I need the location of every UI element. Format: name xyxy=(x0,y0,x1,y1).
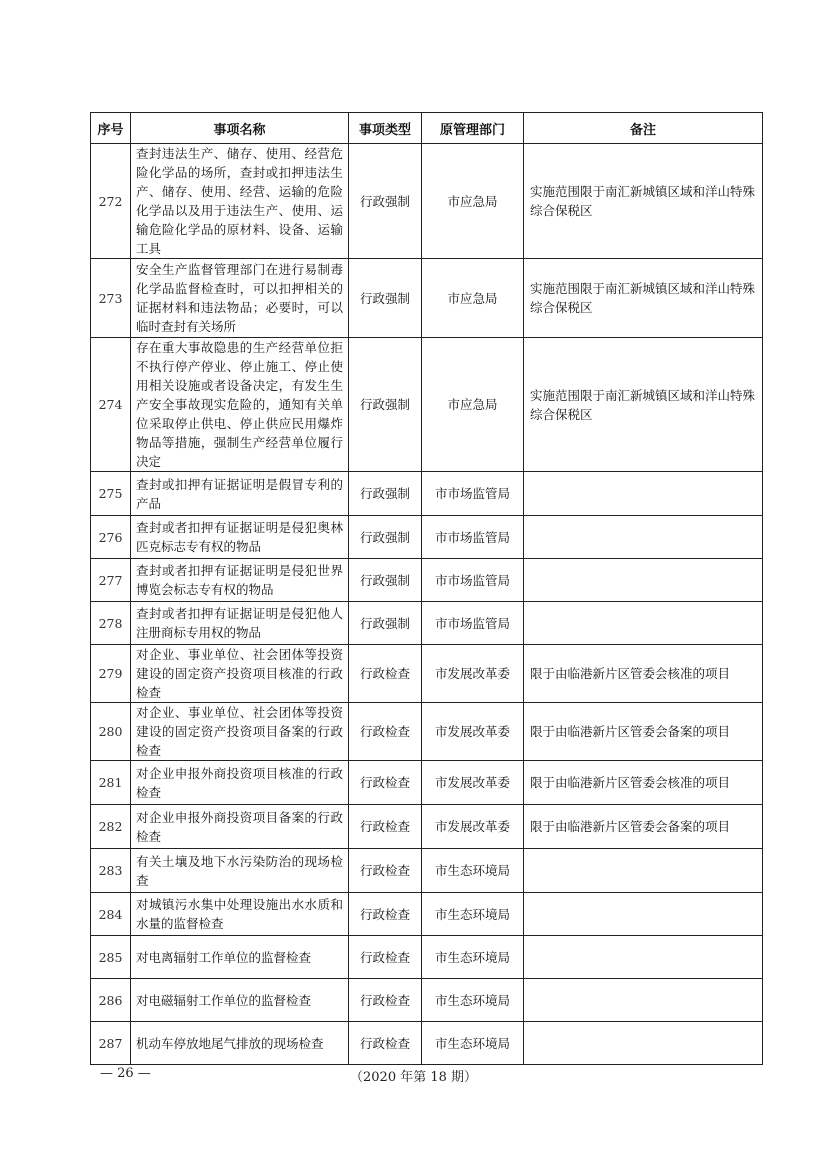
row-dept: 市生态环境局 xyxy=(422,1022,524,1065)
row-no: 286 xyxy=(91,979,131,1022)
row-dept: 市应急局 xyxy=(422,144,524,259)
row-note: 实施范围限于南汇新城镇区域和洋山特殊综合保税区 xyxy=(524,259,763,338)
row-no: 281 xyxy=(91,761,131,805)
table-row xyxy=(91,559,763,602)
row-no: 272 xyxy=(91,144,131,259)
table-row xyxy=(91,259,763,338)
row-no: 282 xyxy=(91,805,131,849)
row-note: 限于由临港新片区管委会备案的项目 xyxy=(524,805,763,849)
row-name: 对企业申报外商投资项目核准的行政检查 xyxy=(131,761,349,805)
row-type: 行政强制 xyxy=(349,144,422,259)
header-no: 序号 xyxy=(91,113,131,144)
row-dept: 市发展改革委 xyxy=(422,805,524,849)
header-name: 事项名称 xyxy=(131,113,349,144)
table-row xyxy=(91,979,763,1022)
row-no: 277 xyxy=(91,559,131,602)
row-no: 279 xyxy=(91,645,131,703)
row-note: 实施范围限于南汇新城镇区域和洋山特殊综合保税区 xyxy=(524,338,763,472)
row-name: 对电磁辐射工作单位的监督检查 xyxy=(131,979,349,1022)
row-name: 对企业、事业单位、社会团体等投资建设的固定资产投资项目核准的行政检查 xyxy=(131,645,349,703)
row-note xyxy=(524,472,763,516)
row-note xyxy=(524,849,763,893)
table-row xyxy=(91,338,763,472)
row-no: 283 xyxy=(91,849,131,893)
row-type: 行政检查 xyxy=(349,1022,422,1065)
row-type: 行政检查 xyxy=(349,849,422,893)
row-type: 行政检查 xyxy=(349,645,422,703)
row-name: 机动车停放地尾气排放的现场检查 xyxy=(131,1022,349,1065)
row-name: 对企业、事业单位、社会团体等投资建设的固定资产投资项目备案的行政检查 xyxy=(131,703,349,761)
row-name: 对企业申报外商投资项目备案的行政检查 xyxy=(131,805,349,849)
row-name: 查封违法生产、储存、使用、经营危险化学品的场所，查封或扣押违法生产、储存、使用、经营、运输的危险化学品以及用于违法生产、使用、运输危险化学品的原材料、设备、运输工具 xyxy=(131,144,349,259)
row-type: 行政强制 xyxy=(349,602,422,645)
row-name: 安全生产监督管理部门在进行易制毒化学品监督检查时，可以扣押相关的证据材料和违法物品；必要时，可以临时查封有关场所 xyxy=(131,259,349,338)
row-dept: 市应急局 xyxy=(422,338,524,472)
items-table xyxy=(90,112,763,1065)
row-note xyxy=(524,559,763,602)
row-note xyxy=(524,1022,763,1065)
table-row xyxy=(91,516,763,559)
row-name: 存在重大事故隐患的生产经营单位拒不执行停产停业、停止施工、停止使用相关设施或者设备决定，有发生生产安全事故现实危险的，通知有关单位采取停止供电、停止供应民用爆炸物品等措施，强制生产经营单位履行决定 xyxy=(131,338,349,472)
row-no: 278 xyxy=(91,602,131,645)
row-dept: 市市场监管局 xyxy=(422,516,524,559)
row-name: 查封或者扣押有证据证明是侵犯他人注册商标专用权的物品 xyxy=(131,602,349,645)
row-no: 273 xyxy=(91,259,131,338)
row-dept: 市发展改革委 xyxy=(422,703,524,761)
row-type: 行政强制 xyxy=(349,559,422,602)
row-dept: 市生态环境局 xyxy=(422,936,524,979)
row-note: 限于由临港新片区管委会核准的项目 xyxy=(524,761,763,805)
row-no: 284 xyxy=(91,893,131,936)
row-type: 行政强制 xyxy=(349,259,422,338)
row-name: 查封或扣押有证据证明是假冒专利的产品 xyxy=(131,472,349,516)
row-dept: 市应急局 xyxy=(422,259,524,338)
row-dept: 市市场监管局 xyxy=(422,559,524,602)
table-row xyxy=(91,144,763,259)
row-name: 查封或者扣押有证据证明是侵犯世界博览会标志专有权的物品 xyxy=(131,559,349,602)
table-row xyxy=(91,645,763,703)
table-row xyxy=(91,805,763,849)
header-note: 备注 xyxy=(524,113,763,144)
row-type: 行政强制 xyxy=(349,516,422,559)
row-dept: 市生态环境局 xyxy=(422,979,524,1022)
row-dept: 市生态环境局 xyxy=(422,849,524,893)
row-type: 行政检查 xyxy=(349,805,422,849)
row-no: 276 xyxy=(91,516,131,559)
row-type: 行政检查 xyxy=(349,761,422,805)
table-row xyxy=(91,849,763,893)
row-no: 274 xyxy=(91,338,131,472)
row-name: 有关土壤及地下水污染防治的现场检查 xyxy=(131,849,349,893)
row-no: 280 xyxy=(91,703,131,761)
row-type: 行政强制 xyxy=(349,472,422,516)
row-type: 行政检查 xyxy=(349,979,422,1022)
table-row xyxy=(91,602,763,645)
row-note xyxy=(524,516,763,559)
row-dept: 市市场监管局 xyxy=(422,602,524,645)
row-no: 287 xyxy=(91,1022,131,1065)
row-type: 行政检查 xyxy=(349,893,422,936)
row-dept: 市生态环境局 xyxy=(422,893,524,936)
row-note: 限于由临港新片区管委会核准的项目 xyxy=(524,645,763,703)
table-row xyxy=(91,703,763,761)
table-row xyxy=(91,472,763,516)
page-footer xyxy=(0,1066,827,1086)
table-row xyxy=(91,936,763,979)
row-note xyxy=(524,893,763,936)
table-row xyxy=(91,1022,763,1065)
header-type: 事项类型 xyxy=(349,113,422,144)
row-type: 行政检查 xyxy=(349,936,422,979)
row-dept: 市发展改革委 xyxy=(422,761,524,805)
row-note xyxy=(524,602,763,645)
row-name: 查封或者扣押有证据证明是侵犯奥林匹克标志专有权的物品 xyxy=(131,516,349,559)
row-dept: 市市场监管局 xyxy=(422,472,524,516)
row-note xyxy=(524,936,763,979)
row-name: 对城镇污水集中处理设施出水水质和水量的监督检查 xyxy=(131,893,349,936)
row-dept: 市发展改革委 xyxy=(422,645,524,703)
table-row xyxy=(91,893,763,936)
row-name: 对电离辐射工作单位的监督检查 xyxy=(131,936,349,979)
issue-label: （2020 年第 18 期） xyxy=(350,1070,478,1085)
row-note xyxy=(524,979,763,1022)
row-note: 限于由临港新片区管委会备案的项目 xyxy=(524,703,763,761)
items-table-container xyxy=(90,112,762,1065)
row-type: 行政检查 xyxy=(349,703,422,761)
table-header-row xyxy=(91,113,763,144)
row-note: 实施范围限于南汇新城镇区域和洋山特殊综合保税区 xyxy=(524,144,763,259)
table-row xyxy=(91,761,763,805)
row-no: 275 xyxy=(91,472,131,516)
row-no: 285 xyxy=(91,936,131,979)
page-number: — 26 — xyxy=(100,1066,151,1081)
row-type: 行政强制 xyxy=(349,338,422,472)
header-dept: 原管理部门 xyxy=(422,113,524,144)
